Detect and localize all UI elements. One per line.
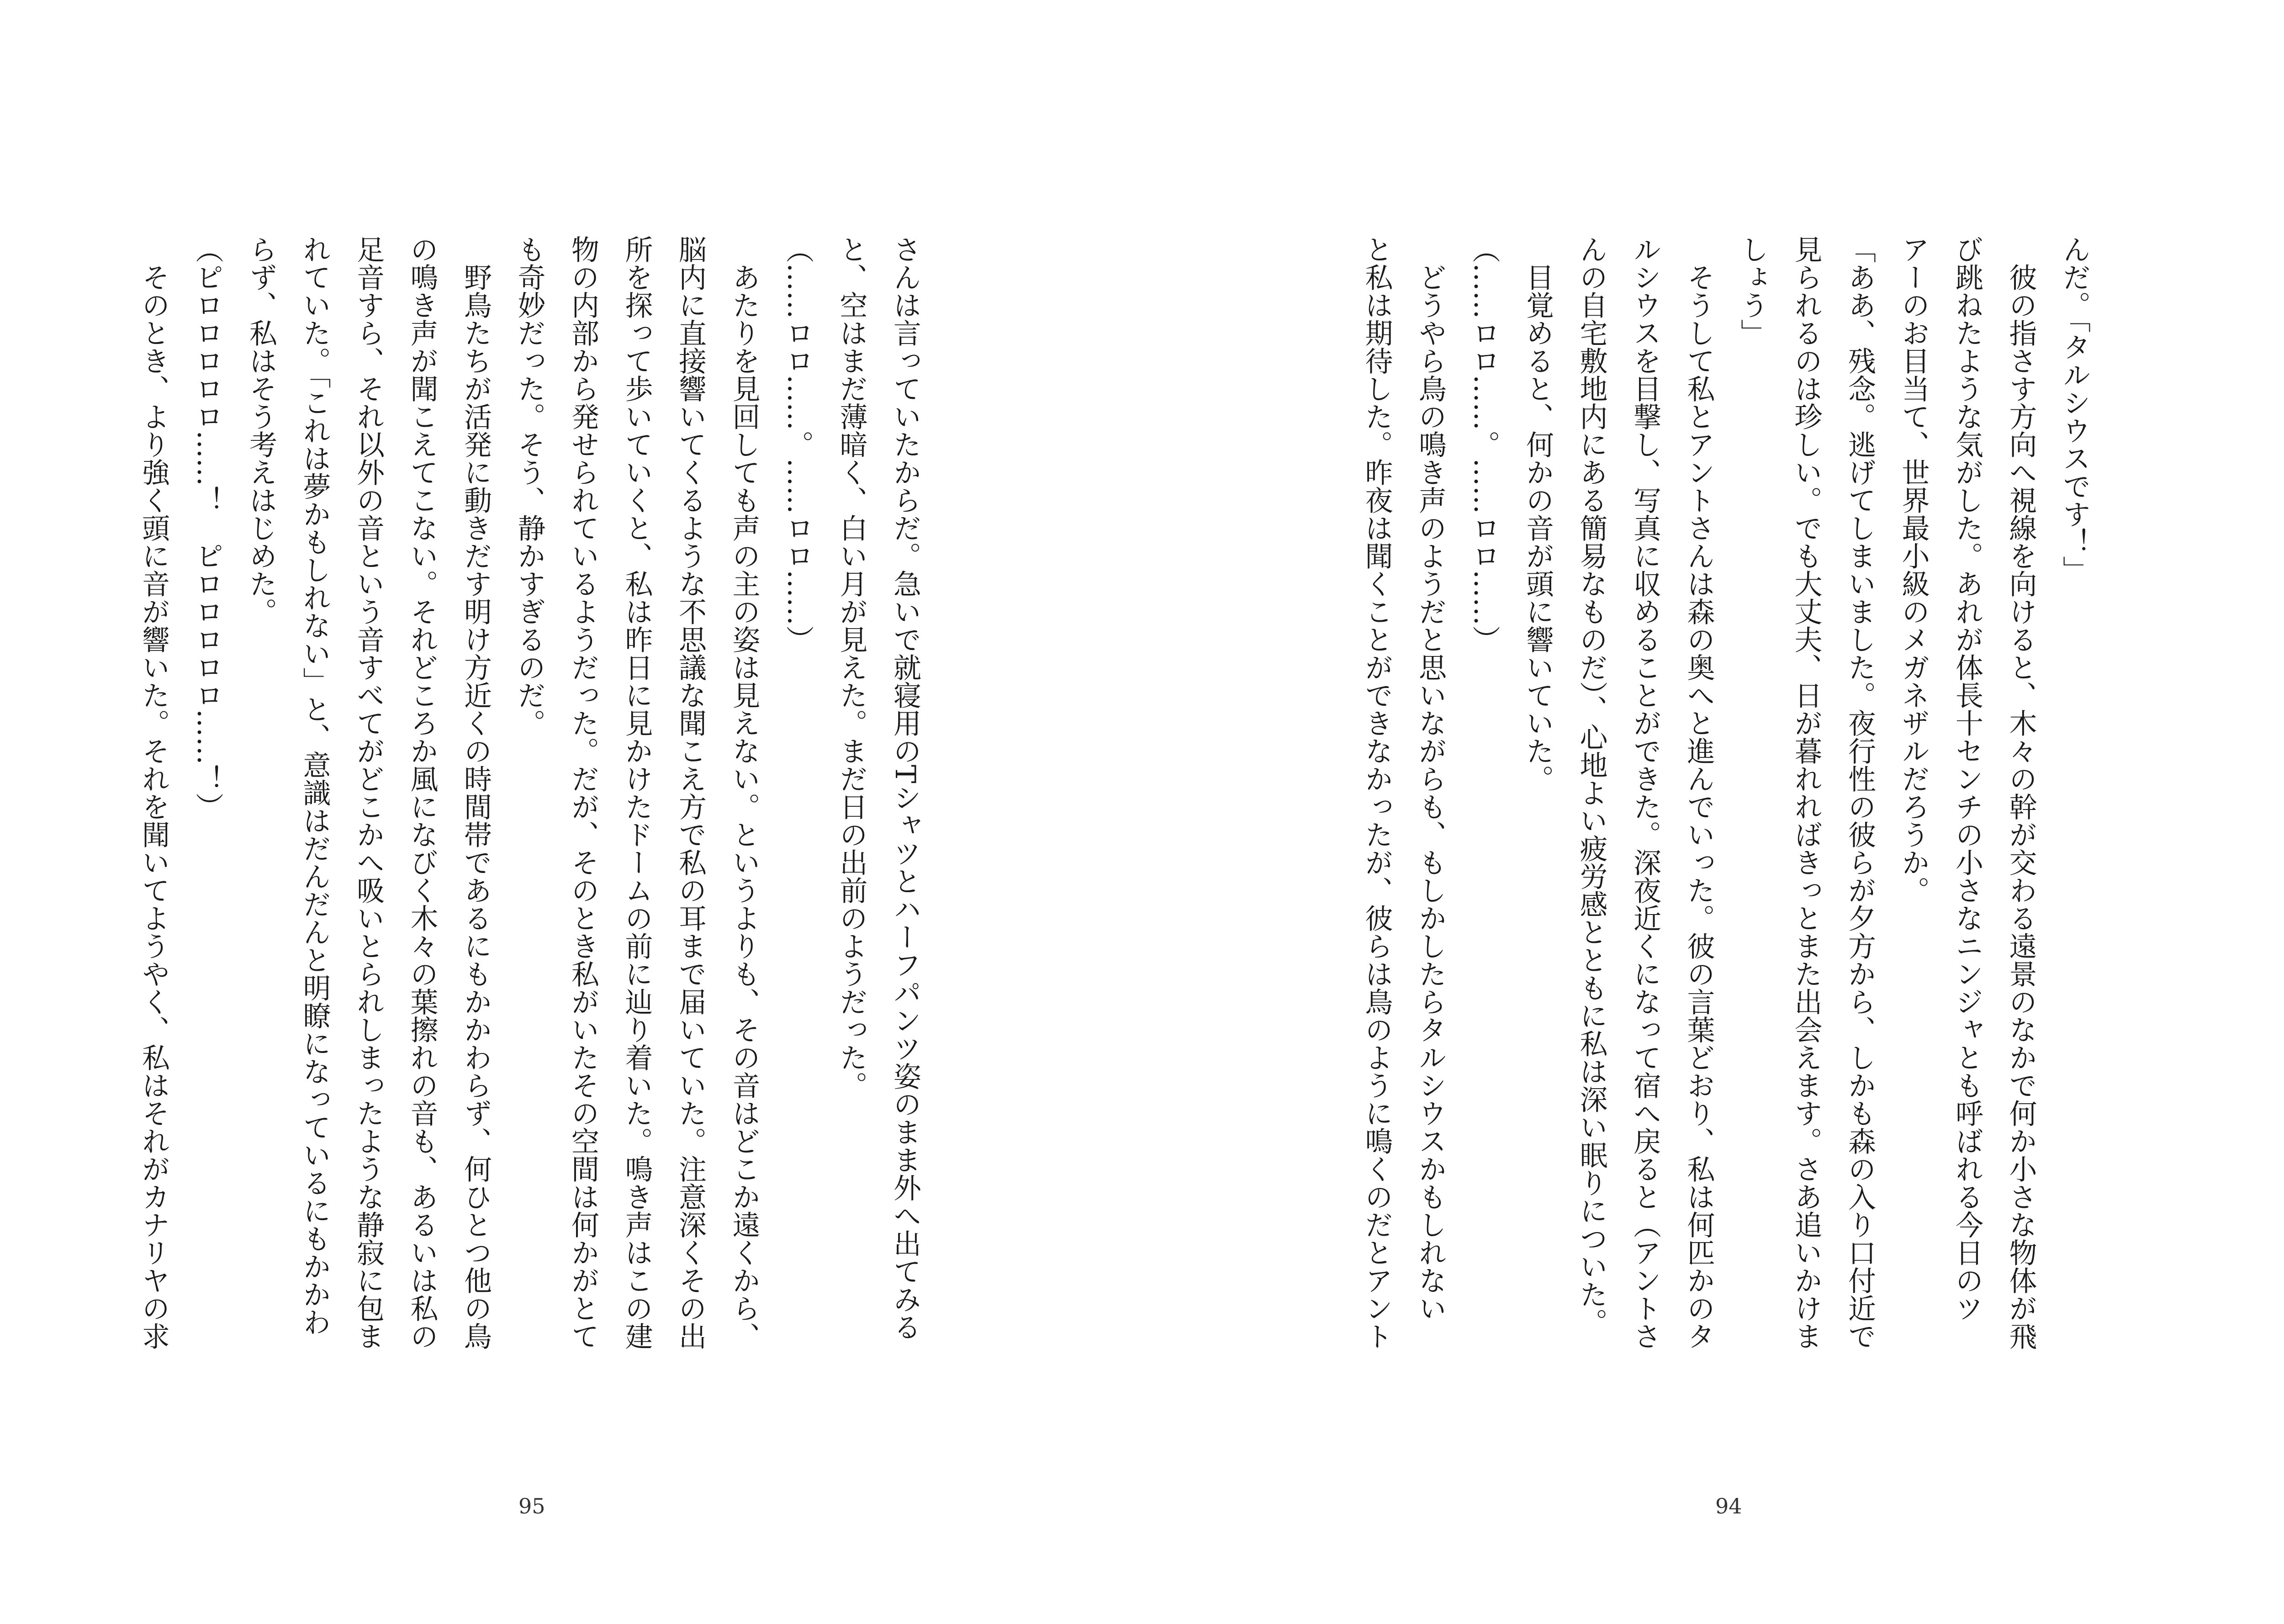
text-line: 脳内に直接響いてくるような不思議な聞こえ方で私の耳まで届いていた。注意深くその出 bbox=[674, 235, 707, 1350]
text-line: どうやら鳥の鳴き声のようだと思いながらも、もしかしたらタルシウスかもしれない bbox=[1414, 235, 1447, 1322]
text-line: 彼の指さす方向へ視線を向けると、木々の幹が交わる遠景のなかで何か小さな物体が飛 bbox=[2004, 235, 2037, 1350]
right-page bbox=[1142, 0, 2284, 1624]
text-line: そうして私とアントさんは森の奥へと進んでいった。彼の言葉どおり、私は何匹かのタ bbox=[1682, 235, 1715, 1350]
text-line: あたりを見回しても声の主の姿は見えない。というよりも、その音はどこか遠くから、 bbox=[728, 235, 761, 1350]
page-number: 94 bbox=[1715, 1494, 1742, 1518]
text-line: （ピロロロロロ……！ ピロロロロロ……！） bbox=[191, 235, 224, 820]
text-line: れていた。「これは夢かもしれない」と、意識はだんだんと明瞭になっているにもかかわ bbox=[298, 235, 331, 1336]
text-line: 「ああ、残念。逃げてしまいました。夜行性の彼らが夕方から、しかも森の入り口付近で bbox=[1844, 235, 1876, 1350]
text-line: アーのお目当て、世界最小級のメガネザルだろうか。 bbox=[1897, 235, 1930, 904]
text-line: 見られるのは珍しい。でも大丈夫、日が暮れればきっとまた出会えます。さあ追いかけま bbox=[1790, 235, 1823, 1350]
text-line: ルシウスを目撃し、写真に収めることができた。深夜近くになって宿へ戻ると（アントさ bbox=[1629, 235, 1661, 1350]
text-line: も奇妙だった。そう、静かすぎるのだ。 bbox=[513, 235, 546, 737]
text-line: と、空はまだ薄暗く、白い月が見えた。まだ日の出前のようだった。 bbox=[835, 235, 868, 1099]
text-line: しょう」 bbox=[1736, 235, 1769, 347]
text-line: （……ロロ……。……ロロ……） bbox=[1468, 235, 1501, 653]
text-line: （……ロロ……。……ロロ……） bbox=[782, 235, 814, 653]
page-number: 95 bbox=[518, 1494, 545, 1518]
text-line: んの自宅敷地内にある簡易なものだ）、心地よい疲労感とともに私は深い眠りについた。 bbox=[1575, 235, 1608, 1336]
text-line: らず、私はそう考えはじめた。 bbox=[245, 235, 277, 625]
text-line: 物の内部から発せられているようだった。だが、そのとき私がいたその空間は何かがとて bbox=[567, 235, 599, 1350]
text-line: の鳴き声が聞こえてこない。それどころか風になびく木々の葉擦れの音も、あるいは私の bbox=[406, 235, 439, 1350]
text-line: 所を探って歩いていくと、私は昨日に見かけたドームの前に辿り着いた。鳴き声はこの建 bbox=[620, 235, 653, 1350]
text-line: んだ。「タルシウスです！」 bbox=[2058, 235, 2091, 584]
text-line: 目覚めると、何かの音が頭に響いていた。 bbox=[1522, 235, 1554, 793]
text-line: と私は期待した。昨夜は聞くことができなかったが、彼らは鳥のように鳴くのだとアント bbox=[1360, 235, 1393, 1350]
text-line: そのとき、より強く頭に音が響いた。それを聞いてようやく、私はそれがカナリヤの求 bbox=[137, 235, 170, 1350]
text-line: さんは言っていたからだ。急いで就寝用のTシャツとハーフパンツ姿のまま外へ出てみる bbox=[889, 235, 921, 1341]
text-line: び跳ねたような気がした。あれが体長十センチの小さなニンジャとも呼ばれる今日のツ bbox=[1951, 235, 1983, 1322]
right-page-text bbox=[1360, 235, 2101, 1405]
text-line: 野鳥たちが活発に動きだす明け方近くの時間帯であるにもかかわらず、何ひとつ他の鳥 bbox=[460, 235, 492, 1350]
left-page-text bbox=[137, 235, 932, 1405]
text-line: 足音すら、それ以外の音という音すべてがどこかへ吸いとられしまったような静寂に包ま bbox=[352, 235, 385, 1350]
